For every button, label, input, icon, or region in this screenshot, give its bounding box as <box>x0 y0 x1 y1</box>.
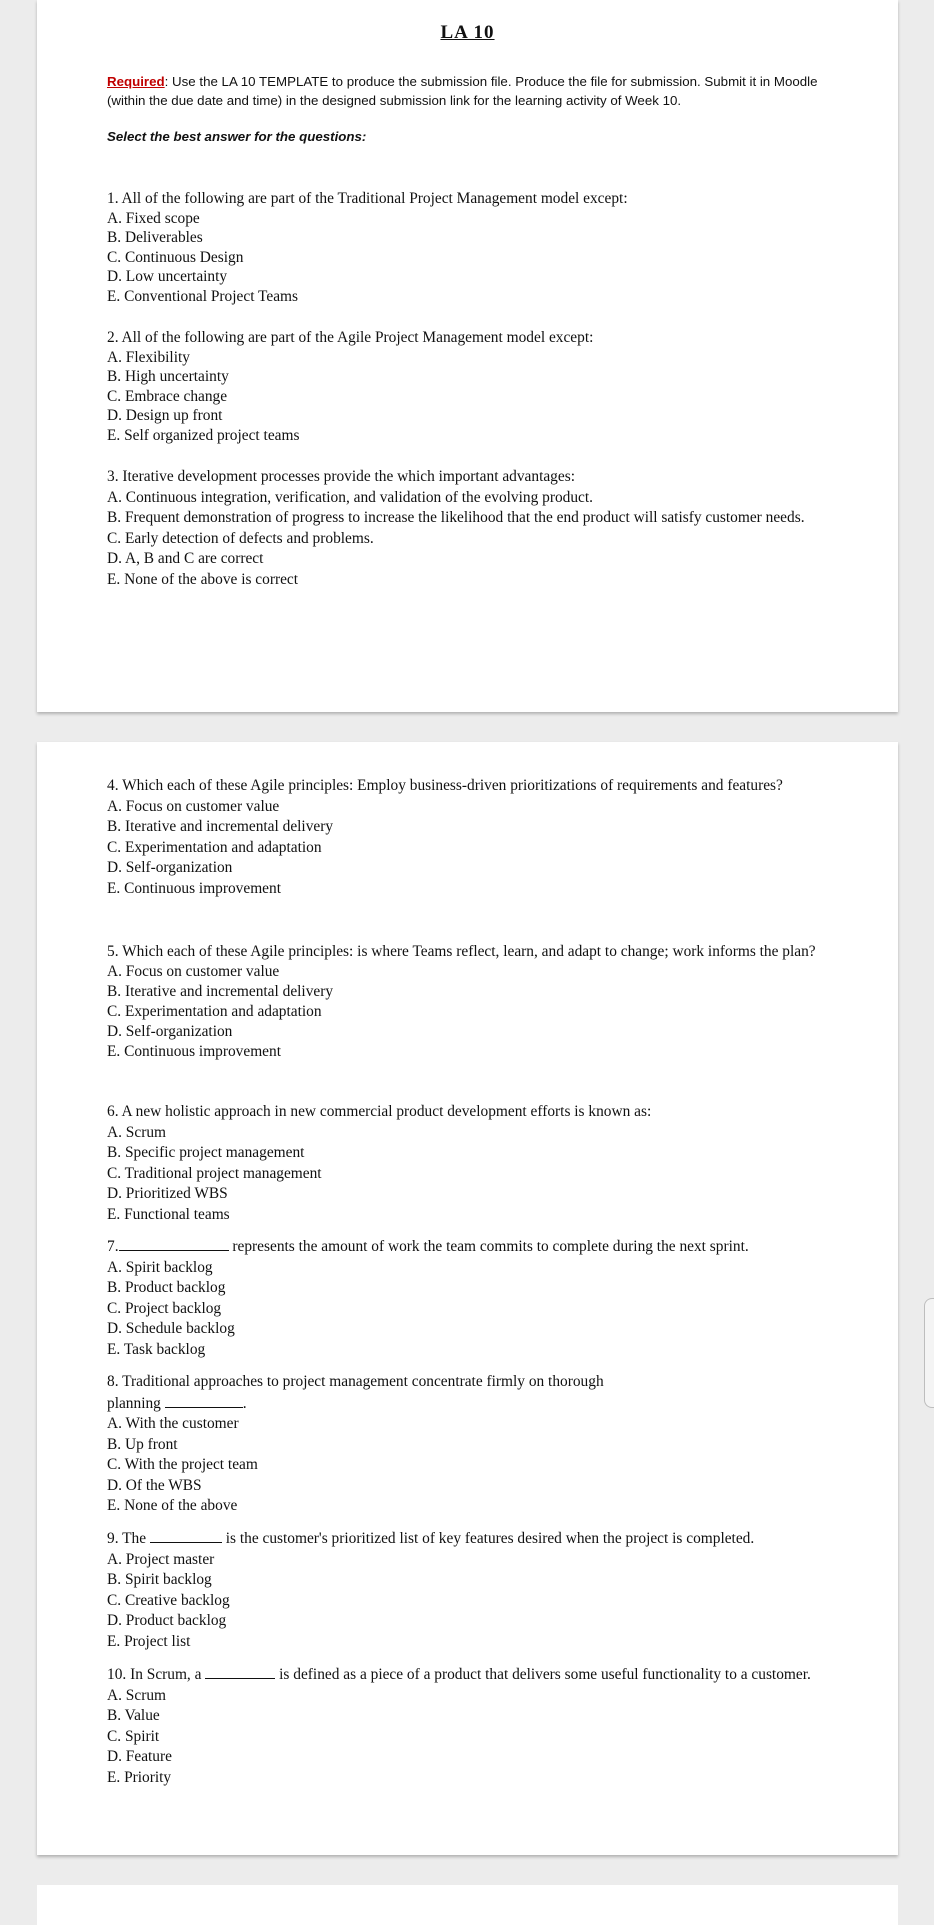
side-panel-handle[interactable] <box>924 1298 934 1408</box>
required-label: Required <box>107 74 165 89</box>
question-6 <box>107 1102 838 1225</box>
option-b: B. High uncertainty <box>107 368 229 385</box>
question-text: 1. All of the following are part of the Traditional Project Management model except: <box>107 190 628 207</box>
option-a: A. Project master <box>107 1550 215 1568</box>
option-c: C. Project backlog <box>107 1299 222 1317</box>
question-text-line2: planning . <box>107 1394 247 1412</box>
question-5 <box>107 942 838 1062</box>
option-d: D. Product backlog <box>107 1612 227 1629</box>
question-9 <box>107 1528 838 1652</box>
option-d: D. Low uncertainty <box>107 268 228 285</box>
question-3 <box>107 467 838 590</box>
answer-blank <box>205 1664 275 1679</box>
option-e: E. Continuous improvement <box>107 1043 281 1060</box>
required-paragraph <box>107 72 838 110</box>
option-b: B. Iterative and incremental delivery <box>107 983 334 1000</box>
option-e: E. Project list <box>107 1632 191 1650</box>
option-e: E. Self organized project teams <box>107 426 300 444</box>
question-text: 6. A new holistic approach in new commercial product development efforts is known as: <box>107 1103 652 1120</box>
option-d: D. Schedule backlog <box>107 1320 235 1337</box>
option-c: C. Spirit <box>107 1727 160 1745</box>
question-text: 2. All of the following are part of the Agile Project Management model except: <box>107 329 594 346</box>
option-c: C. Continuous Design <box>107 248 244 266</box>
question-text: 3. Iterative development processes provide the which important advantages: <box>107 468 575 485</box>
option-a: A. Fixed scope <box>107 209 200 227</box>
option-b: B. Spirit backlog <box>107 1571 212 1588</box>
option-c: C. Embrace change <box>107 387 228 405</box>
option-b: B. Frequent demonstration of progress to increase the likelihood that the end product will satisfy customer needs. <box>107 509 805 526</box>
document-page-1 <box>37 0 898 712</box>
option-d: D. Design up front <box>107 407 223 424</box>
option-a: A. Scrum <box>107 1123 166 1141</box>
option-b: B. Product backlog <box>107 1279 226 1296</box>
option-b: B. Value <box>107 1707 160 1724</box>
answer-blank <box>150 1528 222 1543</box>
option-e: E. Priority <box>107 1768 172 1786</box>
option-d: D. Prioritized WBS <box>107 1185 228 1202</box>
option-e: E. Functional teams <box>107 1205 230 1223</box>
answer-blank <box>119 1236 229 1251</box>
question-text: 7. represents the amount of work the team commits to complete during the next sprint. <box>107 1238 749 1255</box>
option-c: C. Creative backlog <box>107 1591 230 1609</box>
question-1 <box>107 189 838 306</box>
question-2 <box>107 328 838 445</box>
option-a: A. Flexibility <box>107 348 190 366</box>
option-b: B. Up front <box>107 1435 178 1453</box>
option-c: C. Early detection of defects and problems. <box>107 529 374 547</box>
document-page-2 <box>37 742 898 1855</box>
option-d: D. A, B and C are correct <box>107 550 264 567</box>
select-instruction: Select the best answer for the questions: <box>107 129 367 144</box>
question-4 <box>107 776 838 899</box>
question-text: 9. The is the customer's prioritized list of key features desired when the project is completed. <box>107 1530 755 1547</box>
option-d: D. Self-organization <box>107 1023 233 1040</box>
question-text-line1: 8. Traditional approaches to project management concentrate firmly on thorough <box>107 1373 604 1390</box>
answer-blank <box>165 1393 243 1408</box>
option-e: E. Continuous improvement <box>107 879 281 897</box>
document-title: LA 10 <box>440 22 495 43</box>
option-c: C. Traditional project management <box>107 1164 322 1182</box>
option-a: A. Focus on customer value <box>107 963 280 980</box>
option-c: C. Experimentation and adaptation <box>107 838 322 856</box>
option-c: C. With the project team <box>107 1456 258 1473</box>
option-a: A. Scrum <box>107 1686 166 1704</box>
option-e: E. Conventional Project Teams <box>107 287 298 305</box>
option-a: A. Spirit backlog <box>107 1258 213 1276</box>
question-7 <box>107 1236 838 1360</box>
option-e: E. None of the above <box>107 1497 238 1514</box>
document-page-3 <box>37 1885 898 1925</box>
instructions <box>107 72 838 146</box>
question-text: 10. In Scrum, a is defined as a piece of a product that delivers some useful functionality to a customer. <box>107 1666 811 1683</box>
option-b: B. Iterative and incremental delivery <box>107 818 334 835</box>
option-a: A. With the customer <box>107 1415 239 1432</box>
option-d: D. Of the WBS <box>107 1476 202 1494</box>
option-e: E. None of the above is correct <box>107 570 299 588</box>
option-a: A. Focus on customer value <box>107 797 280 815</box>
option-d: D. Feature <box>107 1748 172 1765</box>
required-text: : Use the LA 10 TEMPLATE to produce the submission file. Produce the file for submission. Submit it in Moodle (within the due date and time) in the designed submission link for the learning activity of Week 10. <box>107 74 818 108</box>
option-a: A. Continuous integration, verification, and validation of the evolving product. <box>107 488 593 506</box>
option-b: B. Deliverables <box>107 229 203 246</box>
question-text: 4. Which each of these Agile principles: Employ business-driven prioritizations of requirements and features? <box>107 777 783 794</box>
question-10 <box>107 1664 838 1788</box>
option-d: D. Self-organization <box>107 859 233 876</box>
option-b: B. Specific project management <box>107 1144 305 1161</box>
question-text: 5. Which each of these Agile principles: is where Teams reflect, learn, and adapt to change; work informs the plan? <box>107 943 816 960</box>
option-e: E. Task backlog <box>107 1340 206 1358</box>
question-8 <box>107 1372 838 1517</box>
option-c: C. Experimentation and adaptation <box>107 1003 322 1020</box>
